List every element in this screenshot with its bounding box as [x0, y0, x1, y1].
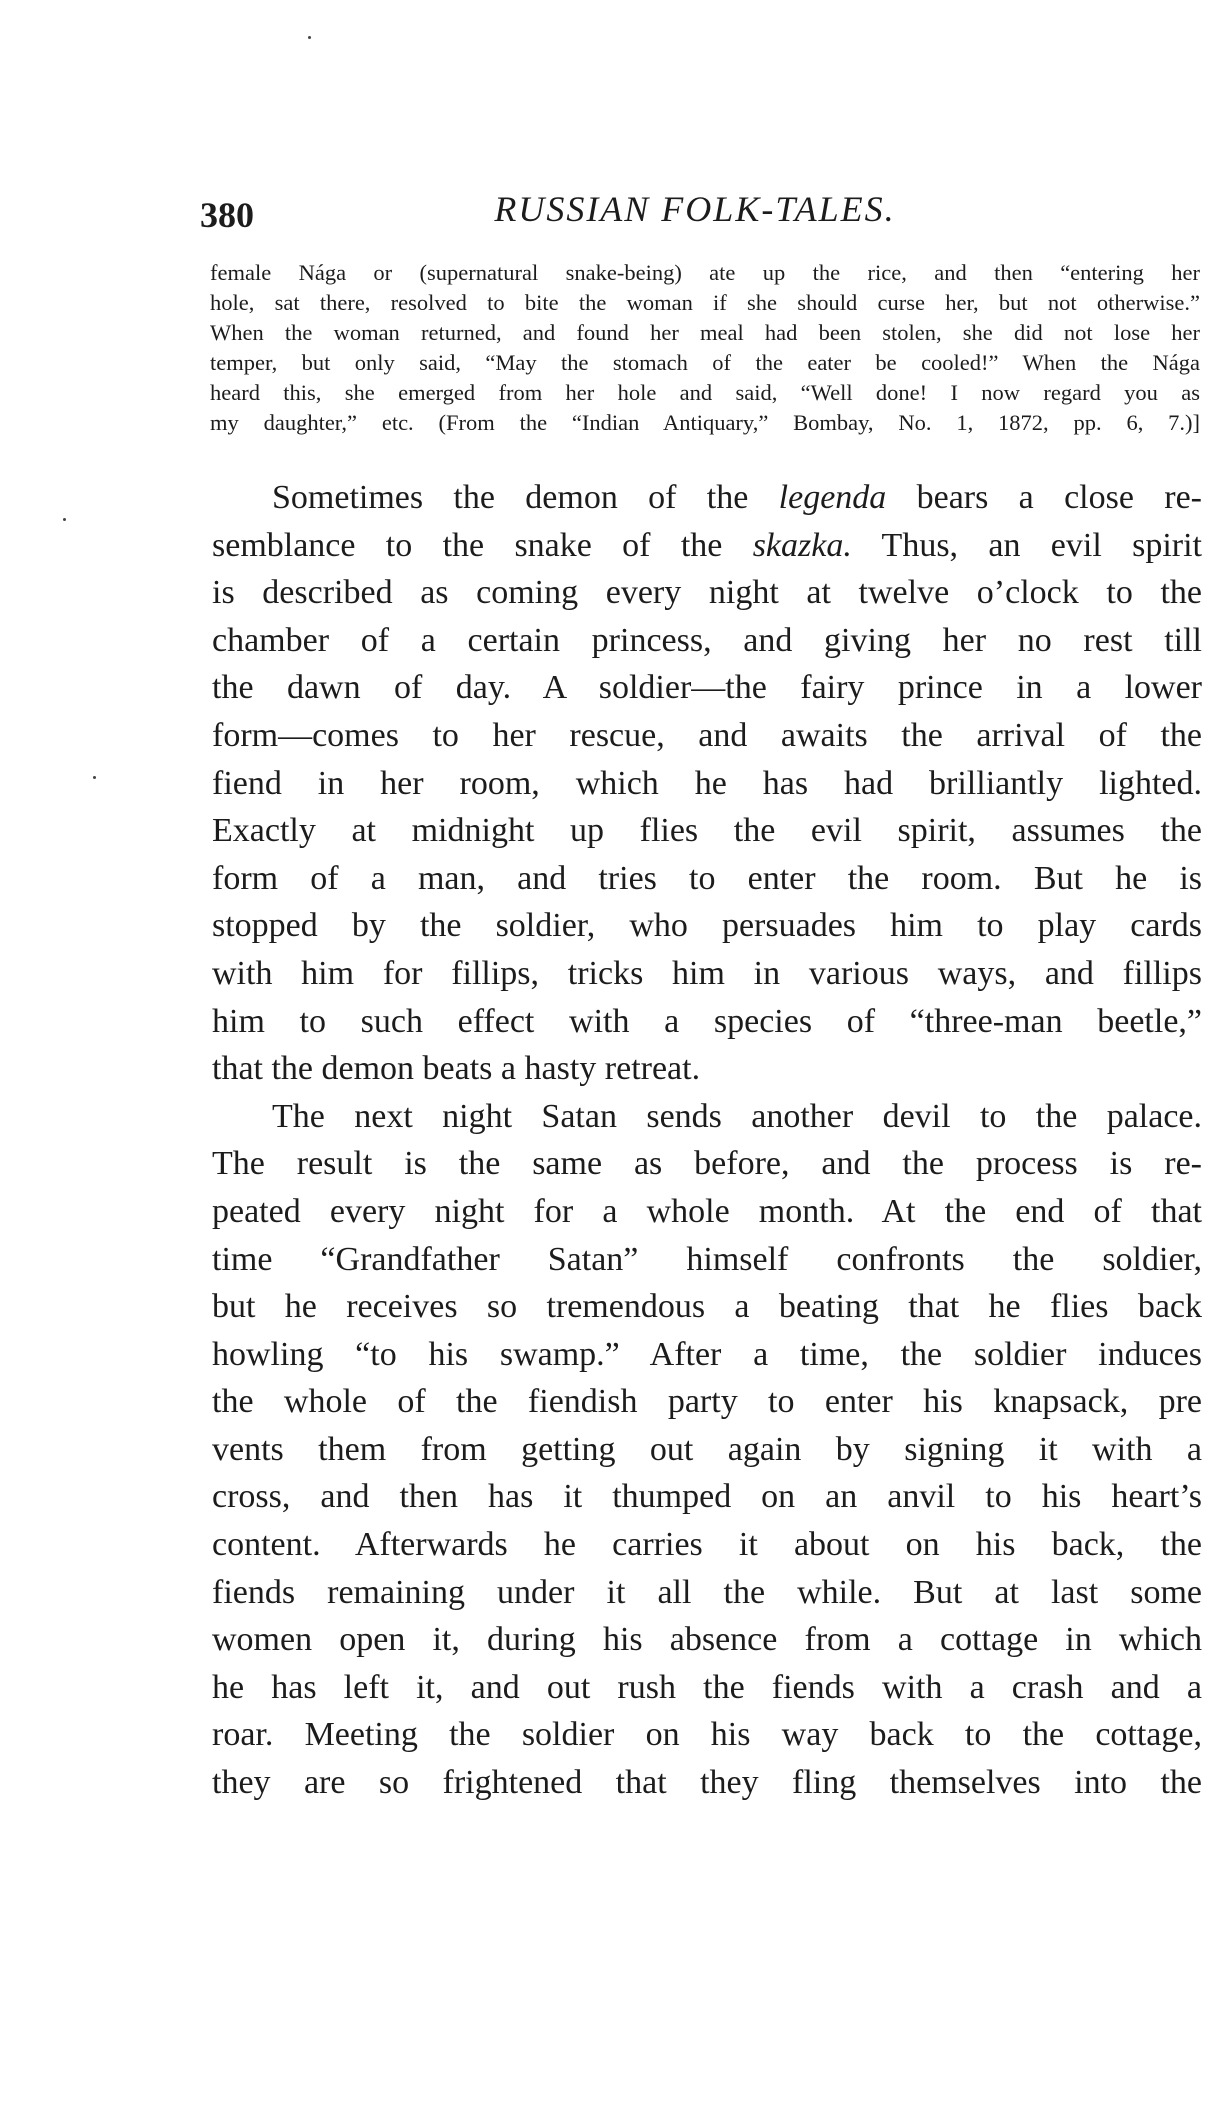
text-line — [212, 474, 1202, 522]
paragraph-2 — [212, 1093, 1202, 1807]
text-line: stopped by the soldier, who persuades him to play cards — [212, 907, 1202, 945]
paragraph-1 — [212, 474, 1202, 1093]
text-line: fiends remaining under it all the while. But at last some — [212, 1573, 1202, 1611]
text-line: they are so frightened that they fling themselves into the — [212, 1764, 1202, 1802]
footnote-line: temper, but only said, “May the stomach of the eater be cooled!” When the Nága — [210, 350, 1200, 375]
text-line: that the demon beats a hasty retreat. — [212, 1050, 701, 1088]
italic-term-legenda: legenda — [778, 479, 887, 516]
text-fragment: semblance to the snake of the — [212, 526, 753, 564]
footnote-line: When the woman returned, and found her meal had been stolen, she did not lose her — [210, 320, 1200, 345]
text-line: vents them from getting out again by signing it with a — [212, 1430, 1202, 1468]
running-title: RUSSIAN FOLK-TALES. — [494, 189, 896, 229]
footnote — [210, 258, 1200, 438]
page-number: 380 — [200, 195, 254, 235]
text-line: form of a man, and tries to enter the room. But he is — [212, 859, 1202, 897]
text-line: cross, and then has it thumped on an anvil to his heart’s — [212, 1478, 1202, 1516]
text-line: The next night Satan sends another devil to the palace. — [272, 1097, 1202, 1135]
text-fragment: Sometimes the demon of the — [272, 479, 779, 516]
text-line: with him for fillips, tricks him in various ways, and fillips — [212, 954, 1202, 992]
text-line: women open it, during his absence from a cottage in which — [212, 1621, 1202, 1659]
text-line — [212, 522, 1202, 570]
text-line: peated every night for a whole month. At the end of that — [212, 1192, 1202, 1230]
footnote-line: my daughter,” etc. (From the “Indian Antiquary,” Bombay, No. 1, 1872, pp. 6, 7.)] — [210, 410, 1200, 435]
text-fragment: Thus, an evil spirit — [851, 526, 1202, 564]
footnote-line: hole, sat there, resolved to bite the woman if she should curse her, but not otherwise.” — [210, 290, 1200, 315]
body-text — [212, 474, 1202, 1807]
text-line: time “Grandfather Satan” himself confronts the soldier, — [212, 1240, 1202, 1278]
text-line: The result is the same as before, and the process is re- — [212, 1145, 1202, 1183]
text-line: him to such effect with a species of “three-man beetle,” — [212, 1002, 1202, 1040]
footnote-line: female Nága or (supernatural snake-being) ate up the rice, and then “entering her — [210, 260, 1200, 285]
text-line: is described as coming every night at twelve o’clock to the — [212, 574, 1202, 612]
scan-speck — [308, 36, 311, 39]
footnote-line: heard this, she emerged from her hole and said, “Well done! I now regard you as — [210, 380, 1200, 405]
text-line: roar. Meeting the soldier on his way back to the cottage, — [212, 1716, 1202, 1754]
text-line: but he receives so tremendous a beating that he flies back — [212, 1288, 1202, 1326]
text-line: chamber of a certain princess, and giving her no rest till — [212, 621, 1202, 659]
text-line: Exactly at midnight up flies the evil spirit, assumes the — [212, 812, 1202, 850]
italic-term-skazka: skazka. — [752, 526, 852, 564]
text-line: content. Afterwards he carries it about on his back, the — [212, 1526, 1202, 1564]
text-line: fiend in her room, which he has had brilliantly lighted. — [212, 764, 1202, 802]
text-line: howling “to his swamp.” After a time, the soldier induces — [212, 1335, 1202, 1373]
text-line: he has left it, and out rush the fiends with a crash and a — [212, 1668, 1202, 1706]
text-line: the dawn of day. A soldier—the fairy prince in a lower — [212, 669, 1202, 707]
text-fragment: bears a close re- — [886, 479, 1203, 516]
page-header — [200, 188, 1190, 240]
text-line: form—comes to her rescue, and awaits the arrival of the — [212, 716, 1202, 754]
scan-speck — [63, 518, 66, 521]
scan-speck — [93, 776, 96, 779]
text-line: the whole of the fiendish party to enter his knapsack, pre — [212, 1383, 1202, 1421]
